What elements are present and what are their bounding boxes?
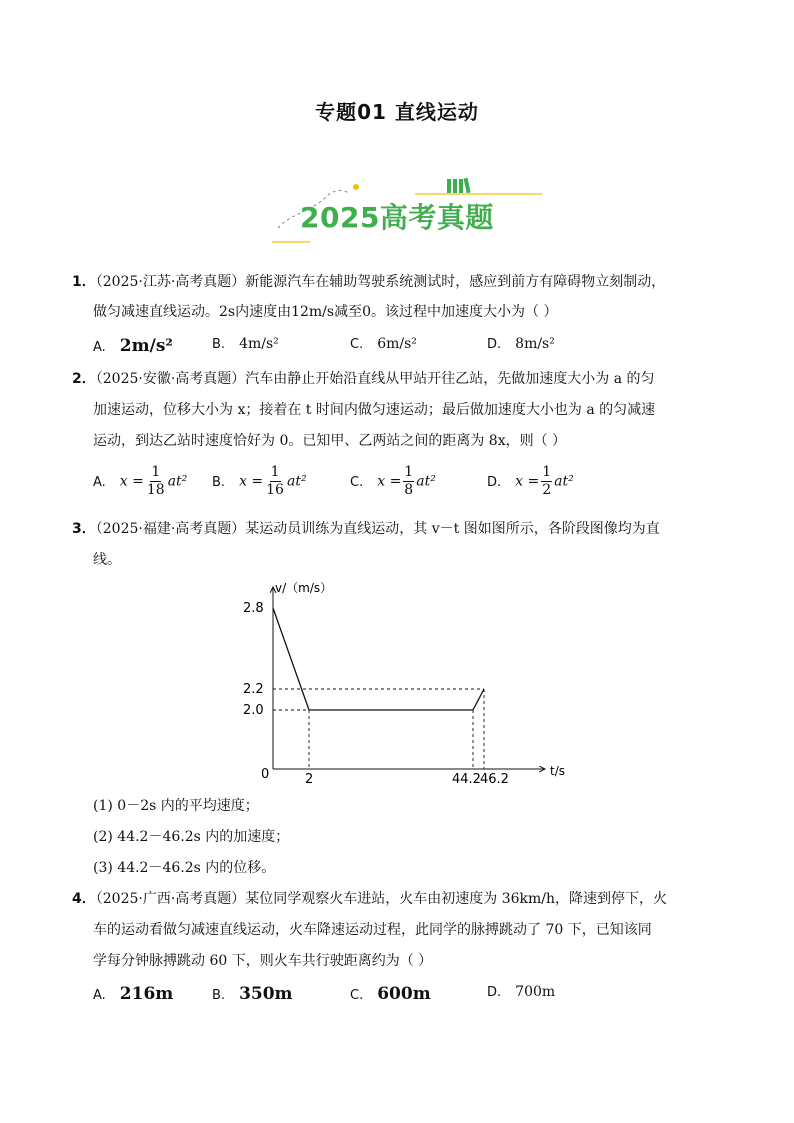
equation-lhs: x = [119,473,144,490]
option-b [212,336,279,352]
option-b [212,464,307,499]
option-value: 216m [119,984,174,1004]
question-4 [72,884,667,915]
equation-rhs: at² [286,473,307,490]
option-label: C. [350,337,364,352]
series-segment [273,608,309,710]
option-c [350,464,436,499]
question-3-line-2: 线。 [93,552,121,568]
books-icon [447,178,471,194]
option-a [93,984,173,1004]
sub-question-1: (1) 0－2s 内的平均速度； [93,798,259,814]
option-label: B. [212,988,226,1003]
option-b [212,984,293,1004]
question-4-line-2: 车的运动看做匀减速直线运动，火车降速运动过程，此同学的脉搏跳动了 70 下，已知该同 [93,922,652,938]
question-text-line: （2025·广西·高考真题）某位同学观察火车进站，火车由初速度为 36km/h，降速到停下，火 [95,891,668,907]
page-title: 专题01 直线运动 [315,100,479,124]
option-a [93,336,173,356]
option-label: D. [487,985,502,1000]
y-tick-label: 2.0 [243,703,264,718]
y-tick-label: 2.2 [243,682,264,697]
option-label: B. [212,337,226,352]
vt-chart [230,575,590,790]
x-tick-label: 44.2 [452,772,481,787]
y-tick-label: 2.8 [243,601,264,616]
sub-question-3: (3) 44.2－46.2s 内的位移。 [93,860,276,876]
question-3 [72,514,660,545]
option-value: 6m/s² [377,336,417,352]
option-a [93,464,187,499]
equation-rhs: at² [416,473,436,490]
x-tick-label: 46.2 [480,772,509,787]
fraction: $\frac{1}{18}$ [146,464,165,498]
question-text-line: （2025·江苏·高考真题）新能源汽车在辅助驾驶系统测试时，感应到前方有障碍物立刻制动， [95,274,666,290]
fraction: $\frac{1}{8}$ [404,464,414,498]
option-d [487,984,555,1000]
option-d [487,336,555,352]
question-2-line-3: 运动，到达乙站时速度恰好为 0。已知甲、乙两站之间的距离为 8x，则（ ） [93,433,567,449]
option-label: A. [93,340,106,355]
option-label: D. [487,337,502,352]
option-d [487,464,574,499]
question-number: 1． [72,274,96,290]
sub-question-2: (2) 44.2－46.2s 内的加速度； [93,829,290,845]
option-value: 600m [377,984,431,1004]
question-1 [72,267,665,298]
option-label: A. [93,474,106,490]
equation-lhs: x = [515,473,540,490]
question-number: 2． [72,371,96,387]
equation-lhs: x = [377,473,402,490]
question-2 [72,364,655,395]
option-label: C. [350,988,364,1003]
option-value: 4m/s² [239,336,279,352]
x-tick-label: 2 [305,772,314,787]
question-1-line-2: 做匀减速直线运动。2s内速度由12m/s减至0。该过程中加速度大小为（ ） [93,304,558,320]
y-axis-label: v/（m/s） [275,581,333,595]
fraction: $\frac{1}{2}$ [542,464,552,498]
option-label: A. [93,988,106,1003]
option-label: B. [212,474,226,490]
fraction: $\frac{1}{16}$ [266,464,284,498]
banner-title: 2025高考真题 [300,201,494,234]
equation-rhs: at² [167,473,188,490]
x-axis-label: t/s [550,764,565,778]
banner-dot-icon [353,184,359,190]
question-4-line-3: 学每分钟脉搏跳动 60 下，则火车共行驶距离约为（ ） [93,953,433,969]
option-c [350,984,431,1004]
option-value: 8m/s² [515,336,555,352]
equation-lhs: x = [239,473,264,490]
question-number: 4． [72,891,96,907]
question-number: 3． [72,521,96,537]
equation-rhs: at² [554,473,574,490]
option-c [350,336,417,352]
x-tick-label: 0 [261,767,270,782]
question-text-line: （2025·安徽·高考真题）汽车由静止开始沿直线从甲站开往乙站，先做加速度大小为 a 的匀 [95,371,655,387]
option-label: D. [487,474,502,490]
option-value: 350m [239,984,293,1004]
option-value: 2m/s² [119,336,173,356]
question-2-line-2: 加速运动，位移大小为 x；接着在 t 时间内做匀速运动；最后做加速度大小也为 a 的匀减速 [93,402,656,418]
option-value: 700m [515,984,556,1000]
option-label: C. [350,474,364,490]
series-segment [473,689,484,710]
question-text-line: （2025·福建·高考真题）某运动员训练为直线运动，其 v－t 图如图所示，各阶段图像均为直 [95,521,660,537]
